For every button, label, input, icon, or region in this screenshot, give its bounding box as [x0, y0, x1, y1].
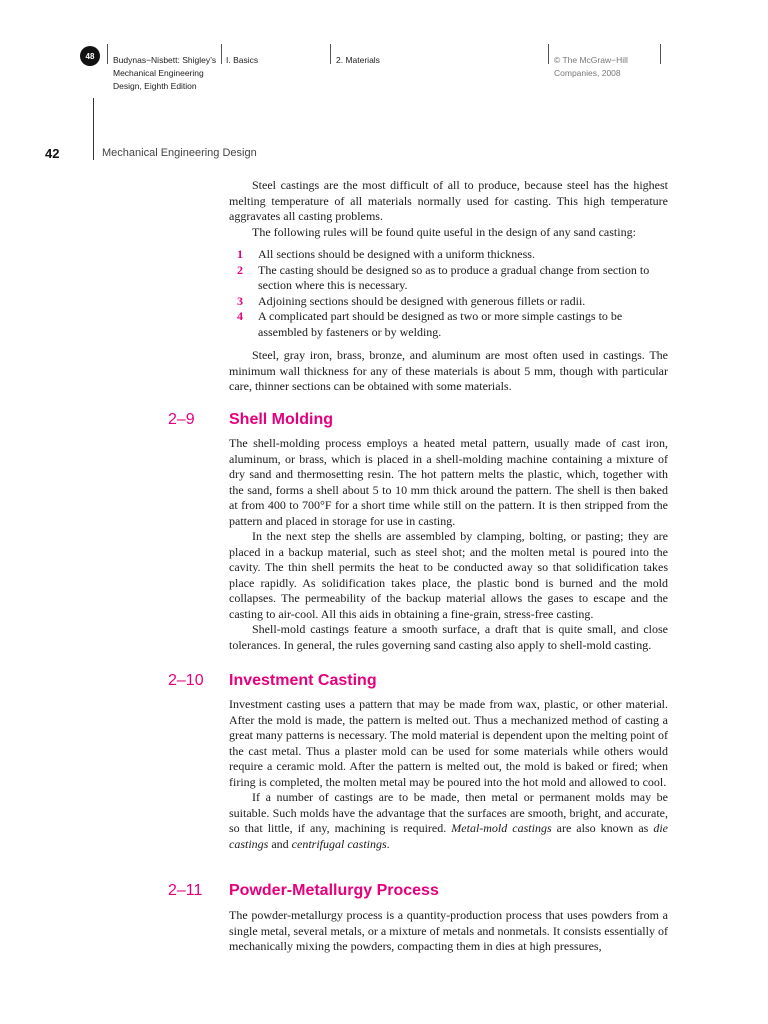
- term-emphasis: Metal-mold castings: [451, 821, 552, 835]
- section-heading: Investment Casting: [229, 672, 377, 689]
- list-text: A complicated part should be designed as two or more simple castings to be assembled by fasteners or by welding.: [258, 309, 623, 339]
- term-emphasis: die castings: [229, 821, 668, 851]
- body-paragraph: Steel, gray iron, brass, bronze, and aluminum are most often used in castings. The minimum wall thickness for any of these materials is about 5 mm, though with particular care, thinner sections can be obtained with some materials.: [229, 348, 668, 393]
- body-paragraph: The following rules will be found quite useful in the design of any sand casting:: [252, 224, 636, 239]
- text-run: If a number of castings are to be made, then metal or permanent molds may be suitable. Such molds have the advantage that the surfaces are smooth, bright, and accurate, so that little, if any, machining is required.: [229, 790, 668, 835]
- list-number: 4: [237, 309, 243, 323]
- header-book-info: [113, 54, 216, 93]
- header-divider: [330, 44, 331, 64]
- list-item: [229, 263, 668, 294]
- design-rules-list: [229, 247, 668, 340]
- header-divider: [107, 44, 108, 64]
- text-run: .: [386, 836, 390, 851]
- header-chapter-label: 2. Materials: [336, 55, 380, 65]
- list-item: [229, 247, 668, 263]
- running-head-title: Mechanical Engineering Design: [102, 147, 257, 159]
- list-item: [229, 294, 668, 310]
- header-part-label: I. Basics: [226, 55, 259, 65]
- intro-block: [229, 178, 668, 395]
- section-body: [229, 908, 668, 955]
- list-number: 2: [237, 262, 243, 277]
- section-body: [229, 697, 668, 852]
- header-divider: [660, 44, 661, 64]
- header-book-line: Design, Eighth Edition: [113, 81, 197, 91]
- list-text: All sections should be designed with a uniform thickness.: [258, 247, 535, 261]
- header-book-line: Budynas−Nisbett: Shigley’s: [113, 55, 217, 65]
- header-copyright-line: Companies, 2008: [554, 68, 621, 78]
- body-paragraph: [229, 790, 668, 852]
- section-number: 2–10: [168, 672, 204, 689]
- header-divider: [548, 44, 549, 64]
- header-chapter: [336, 54, 380, 67]
- section-heading: Shell Molding: [229, 411, 333, 428]
- header-copyright: [554, 54, 628, 80]
- section-heading: Powder-Metallurgy Process: [229, 882, 439, 899]
- list-text: Adjoining sections should be designed with generous fillets or radii.: [258, 293, 586, 308]
- body-paragraph: Steel castings are the most difficult of all to produce, because steel has the highest melting temperature of all materials normally used for casting. This high temperature aggravates all casting problems.: [229, 178, 668, 223]
- body-paragraph: The powder-metallurgy process is a quantity-production process that uses powders from a single metal, several metals, or a mixture of metals and nonmetals. It consists essentially of mechanically mixing the powders, compacting them in dies at high pressures,: [229, 908, 668, 953]
- header-divider: [221, 44, 222, 64]
- running-head-rule: [93, 98, 94, 160]
- list-number: 1: [237, 247, 243, 261]
- body-paragraph: In the next step the shells are assembled by clamping, bolting, or pasting; they are placed in a backup material, such as steel shot; and the molten metal is poured into the cavity. The thin shell permits the heat to be conducted away so that solidification takes place rapidly. As solidification takes place, the plastic bond is burned and the mold collapses. The permeability of the backup material allows the gases to escape and the casting to air-cool. All this aids in obtaining a fine-grain, stress-free casting.: [229, 529, 668, 621]
- section-number: 2–11: [168, 882, 203, 899]
- header-book-line: Mechanical Engineering: [113, 68, 204, 78]
- section-number: 2–9: [168, 411, 195, 428]
- page-badge: 48: [80, 46, 100, 66]
- body-paragraph: Shell-mold castings feature a smooth surface, a draft that is quite small, and close tolerances. In general, the rules governing sand casting also apply to shell-mold casting.: [229, 622, 668, 652]
- body-paragraph: The shell-molding process employs a heated metal pattern, usually made of cast iron, aluminum, or brass, which is placed in a shell-molding machine containing a mixture of dry sand and thermosetting resin. The hot pattern melts the plastic, which, together with the sand, forms a shell about 5 to 10 mm thick around the pattern. The shell is then baked at from 400 to 700°F for a short time while still on the pattern. It is then stripped from the pattern and placed in storage for use in casting.: [229, 436, 668, 528]
- body-paragraph: Investment casting uses a pattern that may be made from wax, plastic, or other material. After the mold is made, the pattern is melted out. Thus a mechanized method of casting a great many patterns is necessary. The mold material is dependent upon the melting point of the cast metal. Thus a plaster mold can be used for some materials while others would require a ceramic mold. After the pattern is melted out, the mold is baked or fired; when firing is completed, the molten metal may be poured into the hot mold and allowed to cool.: [229, 697, 668, 789]
- text-run: are also known as: [551, 821, 654, 835]
- list-text: The casting should be designed so as to produce a gradual change from section to section where this is necessary.: [258, 262, 650, 292]
- text-run: and: [268, 836, 292, 851]
- page-number: 42: [45, 146, 60, 161]
- section-body: [229, 436, 668, 653]
- header-part: [226, 54, 258, 67]
- list-item: [229, 309, 668, 340]
- term-emphasis: centrifugal castings: [291, 836, 387, 851]
- header-copyright-line: © The McGraw−Hill: [554, 55, 628, 65]
- list-number: 3: [237, 293, 243, 308]
